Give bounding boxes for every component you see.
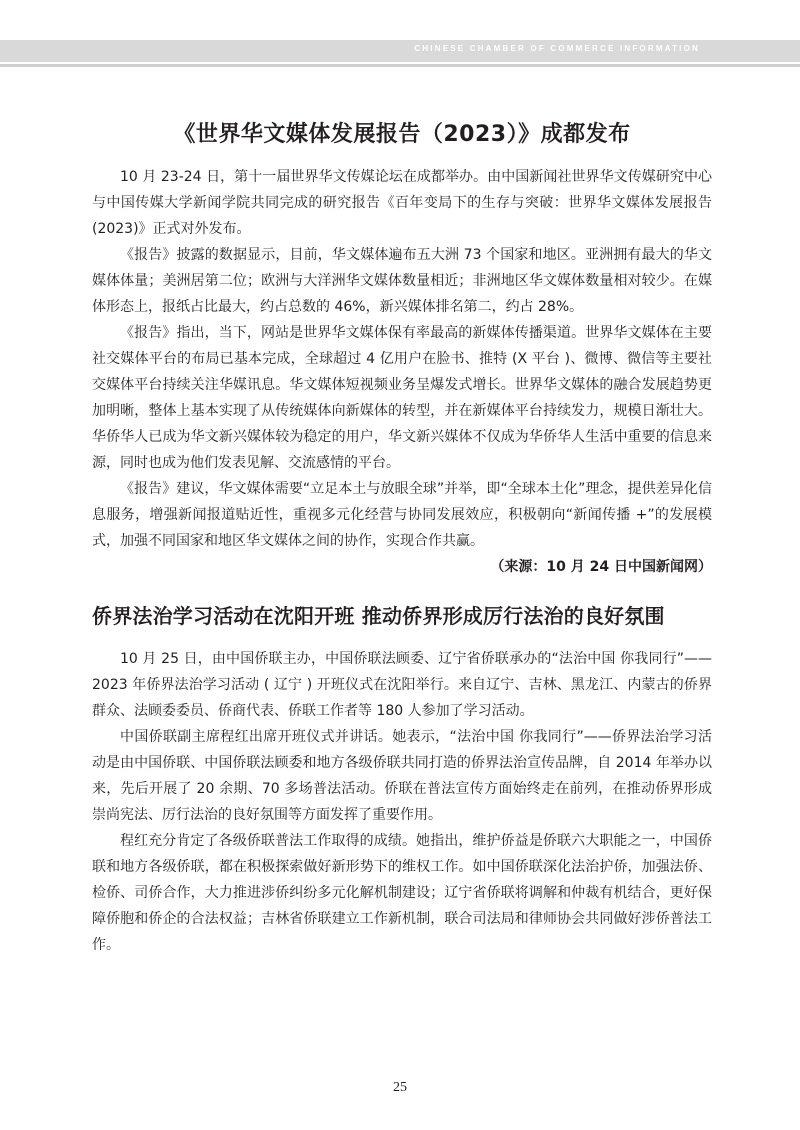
article-source: （来源：10 月 24 日中国新闻网） <box>490 559 712 575</box>
article-paragraph: 《报告》建议，华文媒体需要“立足本土与放眼全球”并举，即“全球本土化”理念，提供差异化信息服务，增强新闻报道贴近性，重视多元化经营与协同发展效应，积极朝向“新闻传播 +”的发展模式，加强不同国家和地区华文媒体之间的协作，实现合作共赢。 <box>92 481 712 549</box>
page-number: 25 <box>393 1080 407 1095</box>
article-chengdu-report <box>92 118 712 580</box>
article-shenyang-law-study <box>92 600 712 958</box>
article-paragraph: 《报告》披露的数据显示，目前，华文媒体遍布五大洲 73 个国家和地区。亚洲拥有最大的华文媒体体量；美洲居第二位；欧洲与大洋洲华文媒体数量相近；非洲地区华文媒体数量相对较少。在媒体形态上，报纸占比最大，约占总数的 46%，新兴媒体排名第二，约占 28%。 <box>92 247 712 315</box>
publication-name: CHINESE CHAMBER OF COMMERCE INFORMATION <box>414 44 700 53</box>
article-paragraph: 程红充分肯定了各级侨联普法工作取得的成绩。她指出，维护侨益是侨联六大职能之一，中国侨联和地方各级侨联，都在积极探索做好新形势下的维权工作。如中国侨联深化法治护侨，加强法侨、检侨、司侨合作，大力推进涉侨纠纷多元化解机制建设；辽宁省侨联将调解和仲裁有机结合，更好保障侨胞和侨企的合法权益；吉林省侨联建立工作新机制，联合司法局和律师协会共同做好涉侨普法工作。 <box>92 833 712 953</box>
page-content <box>92 118 712 958</box>
article-paragraph: 中国侨联副主席程红出席开班仪式并讲话。她表示，“法治中国 你我同行”——侨界法治学习活动是由中国侨联、中国侨联法顾委和地方各级侨联共同打造的侨界法治宣传品牌，自 2014 年举办以来，先后开展了 20 余期、70 多场普法活动。侨联在普法宣传方面始终走在前列，在推动侨界形成崇尚宪法、厉行法治的良好氛围等方面发挥了重要作用。 <box>92 729 712 823</box>
article-title: 侨界法治学习活动在沈阳开班 推动侨界形成厉行法治的良好氛围 <box>92 604 665 628</box>
article-paragraph: 《报告》指出，当下，网站是世界华文媒体保有率最高的新媒体传播渠道。世界华文媒体在主要社交媒体平台的布局已基本完成，全球超过 4 亿用户在脸书、推特 (X 平台 )、微博、微信等主要社交媒体平台持续关注华媒讯息。华文媒体短视频业务呈爆发式增长。世界华文媒体的融合发展趋势更加明晰，整体上基本实现了从传统媒体向新媒体的转型，并在新媒体平台持续发力，规模日渐壮大。华侨华人已成为华文新兴媒体较为稳定的用户，华文新兴媒体不仅成为华侨华人生活中重要的信息来源，同时也成为他们发表见解、交流感情的平台。 <box>92 325 712 471</box>
article-title: 《世界华文媒体发展报告（2023）》成都发布 <box>173 122 631 147</box>
article-body <box>92 164 712 580</box>
article-body <box>92 646 712 958</box>
header-divider <box>0 64 800 67</box>
article-paragraph: 10 月 25 日，由中国侨联主办，中国侨联法顾委、辽宁省侨联承办的“法治中国 你我同行”——2023 年侨界法治学习活动 ( 辽宁 ) 开班仪式在沈阳举行。来自辽宁、吉林、黑龙江、内蒙古的侨界群众、法顾委委员、侨商代表、侨联工作者等 180 人参加了学习活动。 <box>92 651 712 719</box>
article-paragraph: 10 月 23-24 日，第十一届世界华文传媒论坛在成都举办。由中国新闻社世界华文传媒研究中心与中国传媒大学新闻学院共同完成的研究报告《百年变局下的生存与突破：世界华文媒体发展报告 (2023)》正式对外发布。 <box>92 169 712 237</box>
